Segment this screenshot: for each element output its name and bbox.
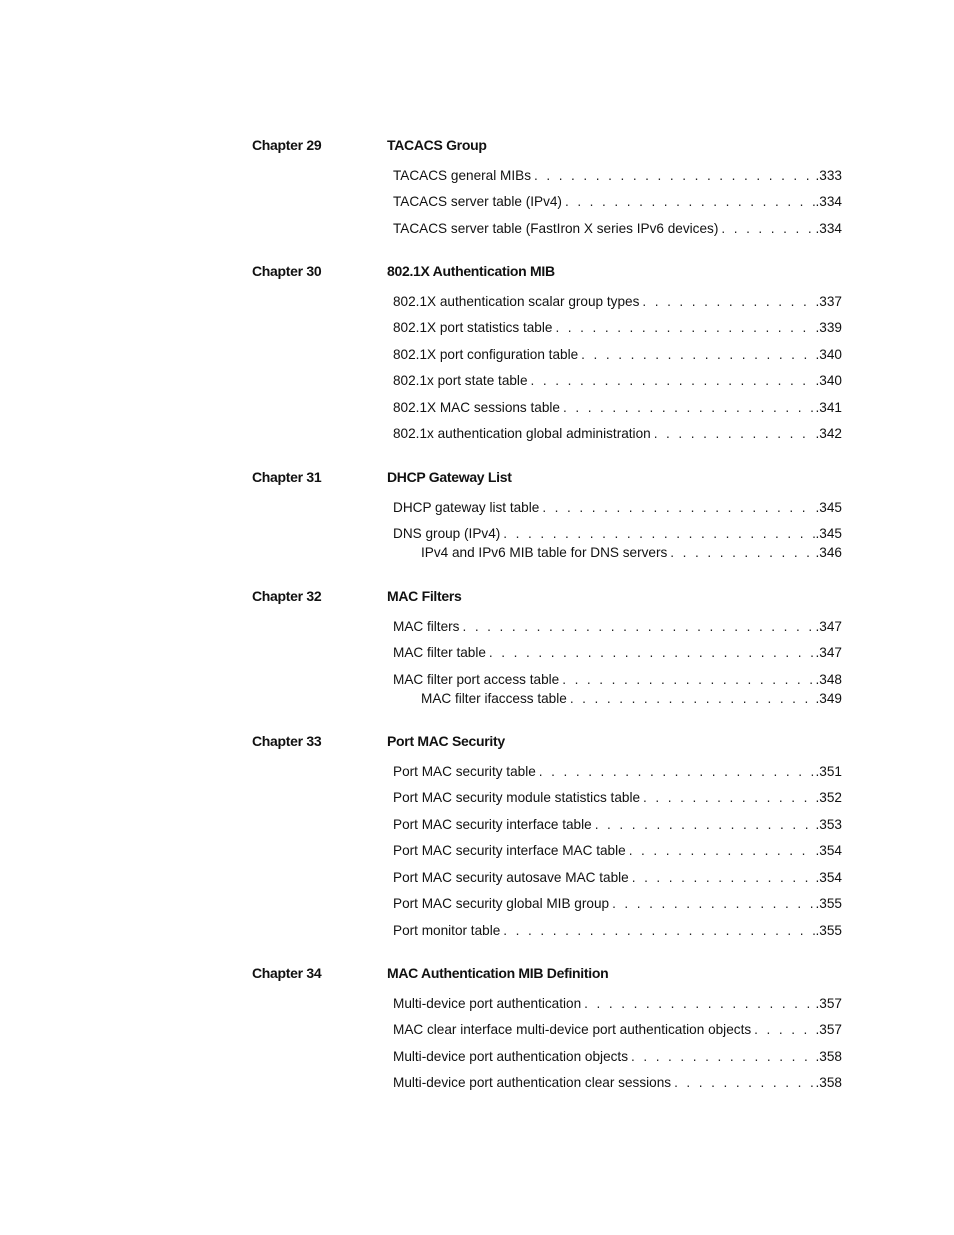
- dot-leader: [631, 1048, 815, 1066]
- dot-leader: [531, 372, 815, 390]
- entry-title: 802.1X MAC sessions table: [393, 400, 560, 415]
- toc-entry[interactable]: [393, 763, 842, 781]
- toc-entry[interactable]: [393, 499, 842, 517]
- toc-entry[interactable]: [393, 425, 842, 443]
- dot-leader: [632, 869, 815, 887]
- toc-entry[interactable]: [393, 895, 842, 913]
- toc-entry[interactable]: [393, 399, 842, 417]
- page-number: .348: [815, 672, 842, 687]
- entry-title: TACACS server table (IPv4): [393, 194, 562, 209]
- chapter-label: Chapter 32: [252, 588, 322, 604]
- page-number: .357: [815, 1022, 842, 1037]
- toc-entry[interactable]: [393, 319, 842, 337]
- dot-leader: [670, 544, 814, 562]
- toc-entry[interactable]: [393, 842, 842, 860]
- entry-title: Port MAC security autosave MAC table: [393, 870, 629, 885]
- toc-entry[interactable]: [393, 789, 842, 807]
- dot-leader: [570, 690, 815, 708]
- page-number: .337: [815, 294, 842, 309]
- page-number: .347: [815, 645, 842, 660]
- entry-title: TACACS general MIBs: [393, 168, 531, 183]
- entry-title: TACACS server table (FastIron X series IPv6 devices): [393, 221, 719, 236]
- dot-leader: [674, 1074, 814, 1092]
- toc-entry[interactable]: [393, 869, 842, 887]
- chapter-title[interactable]: TACACS Group: [387, 137, 487, 153]
- entry-title: Port MAC security module statistics table: [393, 790, 641, 805]
- chapter-title[interactable]: MAC Authentication MIB Definition: [387, 965, 609, 981]
- dot-leader: [721, 220, 814, 238]
- chapter-label: Chapter 33: [252, 733, 322, 749]
- toc-entry[interactable]: [393, 1048, 842, 1066]
- entry-title: Port MAC security table: [393, 764, 536, 779]
- dot-leader: [503, 922, 814, 940]
- entry-title: 802.1X port statistics table: [393, 320, 553, 335]
- toc-entry[interactable]: [393, 816, 842, 834]
- entry-title: Port MAC security interface MAC table: [393, 843, 626, 858]
- page-number: .345: [815, 500, 842, 515]
- entry-title: Multi-device port authentication: [393, 996, 582, 1011]
- toc-entry[interactable]: [393, 346, 842, 364]
- toc-entry[interactable]: [393, 1074, 842, 1092]
- dot-leader: [555, 319, 814, 337]
- entry-title: 802.1x authentication global administration: [393, 426, 651, 441]
- toc-entry[interactable]: [393, 372, 842, 390]
- toc-entry[interactable]: [393, 671, 842, 689]
- chapter-title[interactable]: 802.1X Authentication MIB: [387, 263, 555, 279]
- page-number: .351: [815, 764, 842, 779]
- toc-entry[interactable]: [393, 995, 842, 1013]
- chapter-label: Chapter 34: [252, 965, 322, 981]
- toc-entry[interactable]: [393, 525, 842, 543]
- page-number: .340: [815, 373, 842, 388]
- entry-title: Port MAC security global MIB group: [393, 896, 610, 911]
- chapter-title[interactable]: Port MAC Security: [387, 733, 505, 749]
- page-number: .355: [815, 896, 842, 911]
- page-number: .352: [815, 790, 842, 805]
- toc-entry[interactable]: [393, 1021, 842, 1039]
- page-number: .358: [815, 1075, 842, 1090]
- page-number: .346: [815, 545, 842, 560]
- dot-leader: [595, 816, 815, 834]
- dot-leader: [562, 671, 814, 689]
- entry-title: DHCP gateway list table: [393, 500, 540, 515]
- dot-leader: [539, 763, 815, 781]
- dot-leader: [563, 399, 815, 417]
- page-number: .334: [815, 221, 842, 236]
- entry-title: MAC filter ifaccess table: [421, 691, 567, 706]
- entry-title: Port MAC security interface table: [393, 817, 592, 832]
- dot-leader: [534, 167, 815, 185]
- toc-entry[interactable]: [393, 193, 842, 211]
- dot-leader: [629, 842, 815, 860]
- entry-title: 802.1X port configuration table: [393, 347, 579, 362]
- page-number: .342: [815, 426, 842, 441]
- entry-title: MAC filters: [393, 619, 460, 634]
- entry-title: DNS group (IPv4): [393, 526, 501, 541]
- dot-leader: [489, 644, 815, 662]
- dot-leader: [584, 995, 814, 1013]
- entry-title: MAC filter table: [393, 645, 486, 660]
- chapter-label: Chapter 29: [252, 137, 322, 153]
- chapter-title[interactable]: MAC Filters: [387, 588, 462, 604]
- page-number: .353: [815, 817, 842, 832]
- dot-leader: [654, 425, 815, 443]
- entry-title: Port monitor table: [393, 923, 501, 938]
- entry-title: 802.1X authentication scalar group types: [393, 294, 640, 309]
- page-number: .334: [815, 194, 842, 209]
- page-number: .349: [815, 691, 842, 706]
- page-number: .345: [815, 526, 842, 541]
- toc-entry[interactable]: [393, 644, 842, 662]
- page-number: .333: [815, 168, 842, 183]
- toc-subentry[interactable]: [421, 544, 842, 562]
- page-number: .358: [815, 1049, 842, 1064]
- dot-leader: [542, 499, 814, 517]
- page-number: .341: [815, 400, 842, 415]
- page-number: .339: [815, 320, 842, 335]
- toc-entry[interactable]: [393, 167, 842, 185]
- page-number: .357: [815, 996, 842, 1011]
- entry-title: 802.1x port state table: [393, 373, 528, 388]
- entry-title: IPv4 and IPv6 MIB table for DNS servers: [421, 545, 668, 560]
- entry-title: Multi-device port authentication objects: [393, 1049, 628, 1064]
- dot-leader: [754, 1021, 814, 1039]
- dot-leader: [643, 789, 814, 807]
- page-number: .340: [815, 347, 842, 362]
- toc-entry[interactable]: [393, 220, 842, 238]
- toc-entry[interactable]: [393, 293, 842, 311]
- chapter-label: Chapter 31: [252, 469, 322, 485]
- toc-entry[interactable]: [393, 922, 842, 940]
- entry-title: MAC clear interface multi-device port authentication objects: [393, 1022, 752, 1037]
- entry-title: MAC filter port access table: [393, 672, 560, 687]
- toc-entry[interactable]: [393, 618, 842, 636]
- page-number: .347: [815, 619, 842, 634]
- dot-leader: [581, 346, 814, 364]
- dot-leader: [503, 525, 814, 543]
- dot-leader: [462, 618, 814, 636]
- chapter-title[interactable]: DHCP Gateway List: [387, 469, 512, 485]
- chapter-label: Chapter 30: [252, 263, 322, 279]
- dot-leader: [642, 293, 814, 311]
- page-number: .354: [815, 843, 842, 858]
- page-number: .355: [815, 923, 842, 938]
- entry-title: Multi-device port authentication clear sessions: [393, 1075, 672, 1090]
- dot-leader: [612, 895, 814, 913]
- page-number: .354: [815, 870, 842, 885]
- dot-leader: [565, 193, 815, 211]
- toc-subentry[interactable]: [421, 690, 842, 708]
